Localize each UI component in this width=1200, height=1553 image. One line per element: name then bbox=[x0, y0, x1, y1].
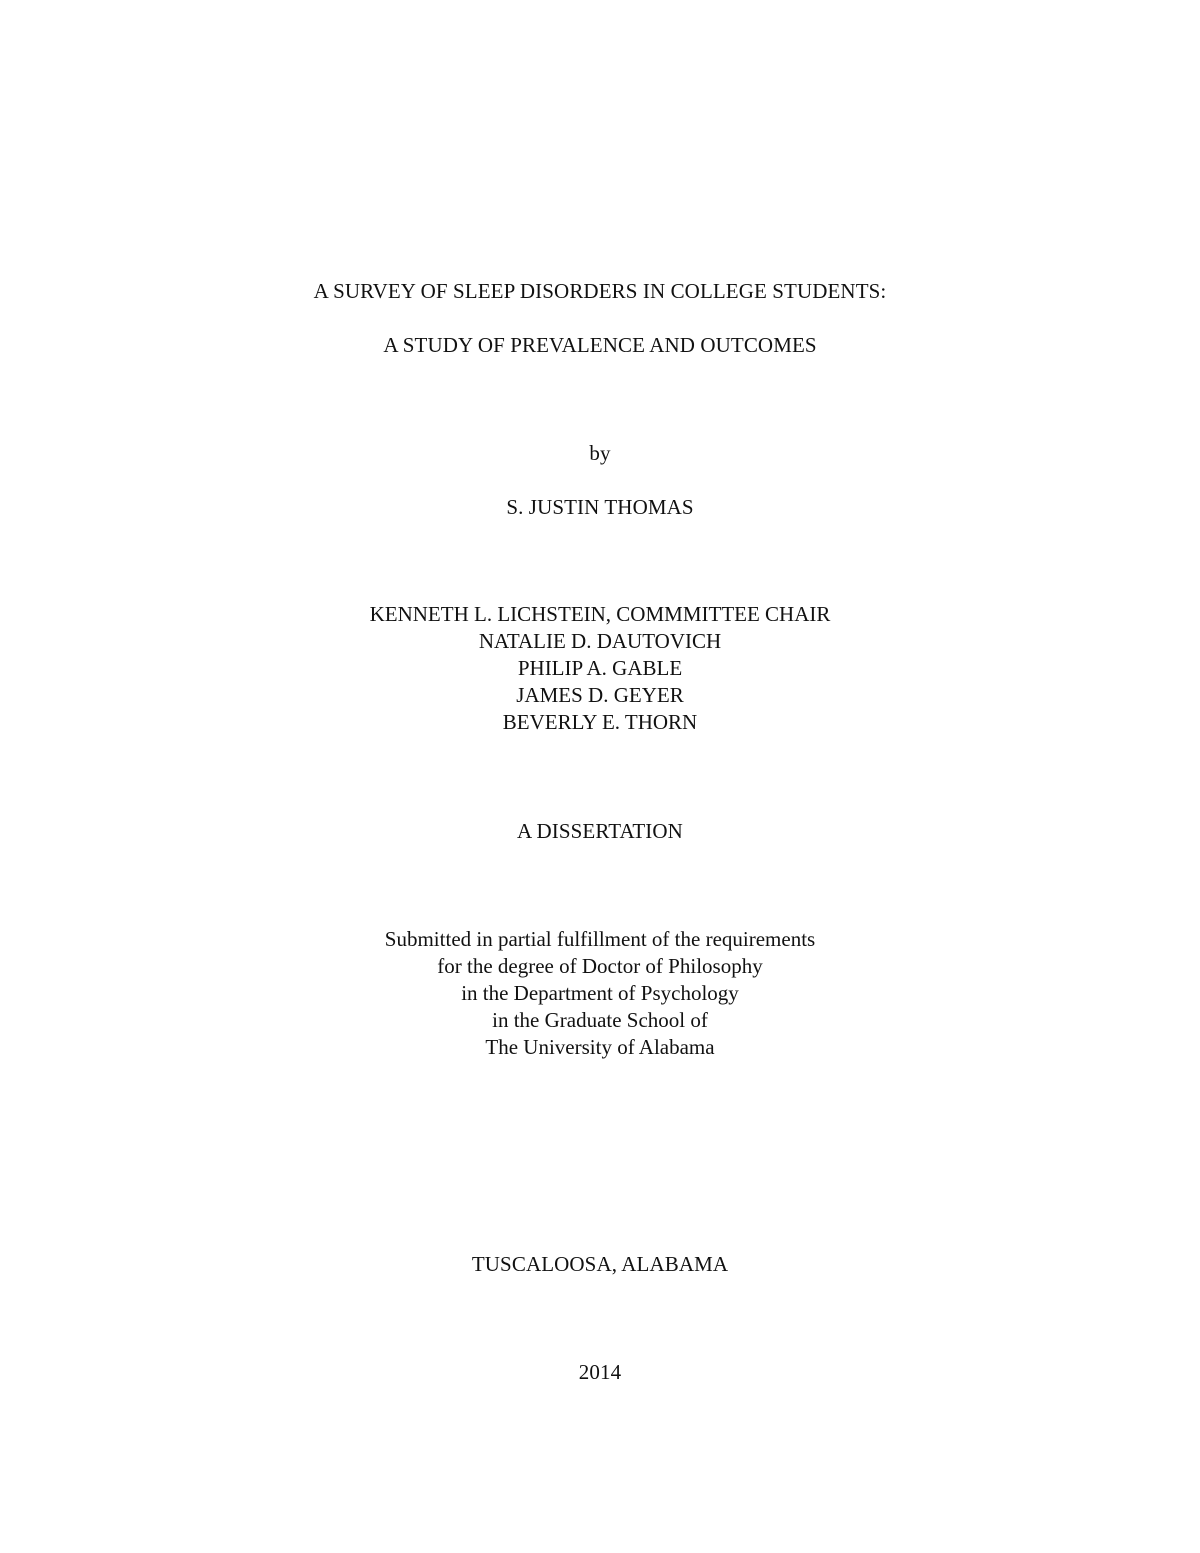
committee-member: BEVERLY E. THORN bbox=[502, 710, 698, 734]
location: TUSCALOOSA, ALABAMA bbox=[471, 1252, 729, 1276]
submission-line: in the Graduate School of bbox=[492, 1008, 708, 1032]
committee-list bbox=[0, 601, 1200, 736]
document-type: A DISSERTATION bbox=[517, 819, 683, 843]
committee-member: PHILIP A. GABLE bbox=[517, 656, 683, 680]
by-label: by bbox=[589, 441, 611, 465]
committee-member: KENNETH L. LICHSTEIN, COMMMITTEE CHAIR bbox=[369, 602, 831, 626]
title-line-1: A SURVEY OF SLEEP DISORDERS IN COLLEGE STUDENTS: bbox=[313, 279, 887, 303]
submission-line: for the degree of Doctor of Philosophy bbox=[437, 954, 763, 978]
submission-line: in the Department of Psychology bbox=[461, 981, 739, 1005]
submission-line: The University of Alabama bbox=[485, 1035, 715, 1059]
committee-member: NATALIE D. DAUTOVICH bbox=[478, 629, 722, 653]
submission-line: Submitted in partial fulfillment of the requirements bbox=[384, 927, 816, 951]
submission-statement bbox=[0, 926, 1200, 1061]
committee-member: JAMES D. GEYER bbox=[516, 683, 684, 707]
title-line-2: A STUDY OF PREVALENCE AND OUTCOMES bbox=[383, 333, 817, 357]
year: 2014 bbox=[578, 1360, 622, 1384]
author-name: S. JUSTIN THOMAS bbox=[506, 495, 694, 519]
